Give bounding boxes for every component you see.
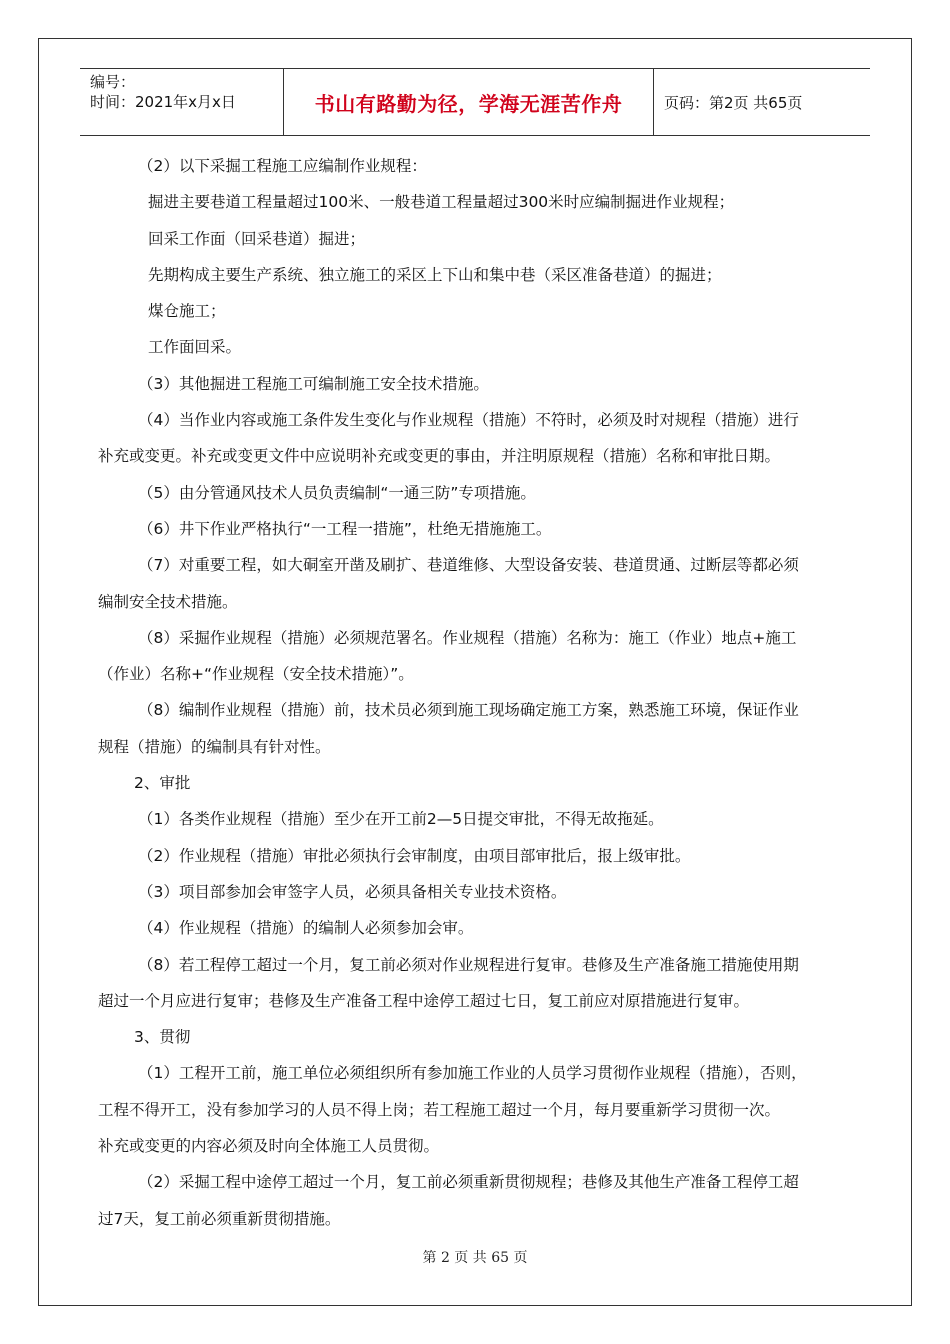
paragraph-line: 编制安全技术措施。 bbox=[98, 592, 238, 611]
paragraph-line: 工程不得开工，没有参加学习的人员不得上岗；若工程施工超过一个月，每月要重新学习贯彻一次。 bbox=[98, 1100, 781, 1119]
paragraph-line: （1）工程开工前，施工单位必须组织所有参加施工作业的人员学习贯彻作业规程（措施），否则， bbox=[138, 1064, 807, 1083]
paragraph-line: 过7天，复工前必须重新贯彻措施。 bbox=[98, 1209, 341, 1228]
paragraph-line: （4）当作业内容或施工条件发生变化与作业规程（措施）不符时，必须及时对规程（措施）进行 bbox=[138, 411, 799, 430]
paragraph-line: （2）作业规程（措施）审批必须执行会审制度，由项目部审批后，报上级审批。 bbox=[138, 846, 691, 865]
paragraph-line: （2）以下采掘工程施工应编制作业规程： bbox=[138, 157, 427, 175]
header-motto: 书山有路勤为径，学海无涯苦作舟 bbox=[284, 69, 654, 135]
paragraph-line: 规程（措施）的编制具有针对性。 bbox=[98, 737, 331, 756]
paragraph-line: （3）项目部参加会审签字人员，必须具备相关专业技术资格。 bbox=[138, 882, 567, 901]
paragraph-line: 超过一个月应进行复审；巷修及生产准备工程中途停工超过七日，复工前应对原措施进行复审。 bbox=[98, 991, 750, 1010]
paragraph-line: （5）由分管通风技术人员负责编制“一通三防”专项措施。 bbox=[138, 483, 536, 502]
paragraph-line: 工作面回采。 bbox=[148, 338, 242, 357]
paragraph-line: 补充或变更的内容必须及时向全体施工人员贯彻。 bbox=[98, 1137, 440, 1156]
header-meta bbox=[80, 69, 284, 135]
section-heading: 3、贯彻 bbox=[134, 1028, 191, 1047]
document-date: 时间：2021年x月x日 bbox=[90, 93, 236, 111]
header-page-info: 页码：第2页 共65页 bbox=[664, 93, 803, 112]
paragraph-line: 先期构成主要生产系统、独立施工的采区上下山和集中巷（采区准备巷道）的掘进； bbox=[148, 265, 722, 284]
paragraph-line: 掘进主要巷道工程量超过100米、一般巷道工程量超过300米时应编制掘进作业规程； bbox=[148, 193, 735, 212]
paragraph-line: （8）采掘作业规程（措施）必须规范署名。作业规程（措施）名称为：施工（作业）地点+施工 bbox=[138, 628, 797, 647]
paragraph-line: （6）井下作业严格执行“一工程一措施”，杜绝无措施施工。 bbox=[138, 519, 552, 538]
document-body bbox=[98, 148, 863, 1237]
document-number-label: 编号： bbox=[90, 73, 136, 91]
paragraph-line: 回采工作面（回采巷道）掘进； bbox=[148, 229, 366, 248]
paragraph-line: （8）编制作业规程（措施）前，技术员必须到施工现场确定施工方案，熟悉施工环境，保证作业 bbox=[138, 701, 799, 720]
paragraph-line: （4）作业规程（措施）的编制人必须参加会审。 bbox=[138, 919, 474, 938]
section-heading: 2、审批 bbox=[134, 774, 191, 793]
paragraph-line: （1）各类作业规程（措施）至少在开工前2—5日提交审批，不得无故拖延。 bbox=[138, 810, 664, 829]
paragraph-line: 煤仓施工； bbox=[148, 302, 226, 321]
paragraph-line: 补充或变更。补充或变更文件中应说明补充或变更的事由，并注明原规程（措施）名称和审批日期。 bbox=[98, 447, 781, 466]
paragraph-line: （作业）名称+“作业规程（安全技术措施）”。 bbox=[98, 665, 414, 684]
paragraph-line: （3）其他掘进工程施工可编制施工安全技术措施。 bbox=[138, 374, 489, 393]
paragraph-line: （8）若工程停工超过一个月，复工前必须对作业规程进行复审。巷修及生产准备施工措施使用期 bbox=[138, 955, 799, 974]
paragraph-line: （7）对重要工程，如大硐室开凿及刷扩、巷道维修、大型设备安装、巷道贯通、过断层等都必须 bbox=[138, 556, 799, 575]
page-header bbox=[80, 68, 870, 136]
page-footer: 第 2 页 共 65 页 bbox=[422, 1250, 528, 1266]
paragraph-line: （2）采掘工程中途停工超过一个月，复工前必须重新贯彻规程；巷修及其他生产准备工程停工超 bbox=[138, 1173, 799, 1192]
